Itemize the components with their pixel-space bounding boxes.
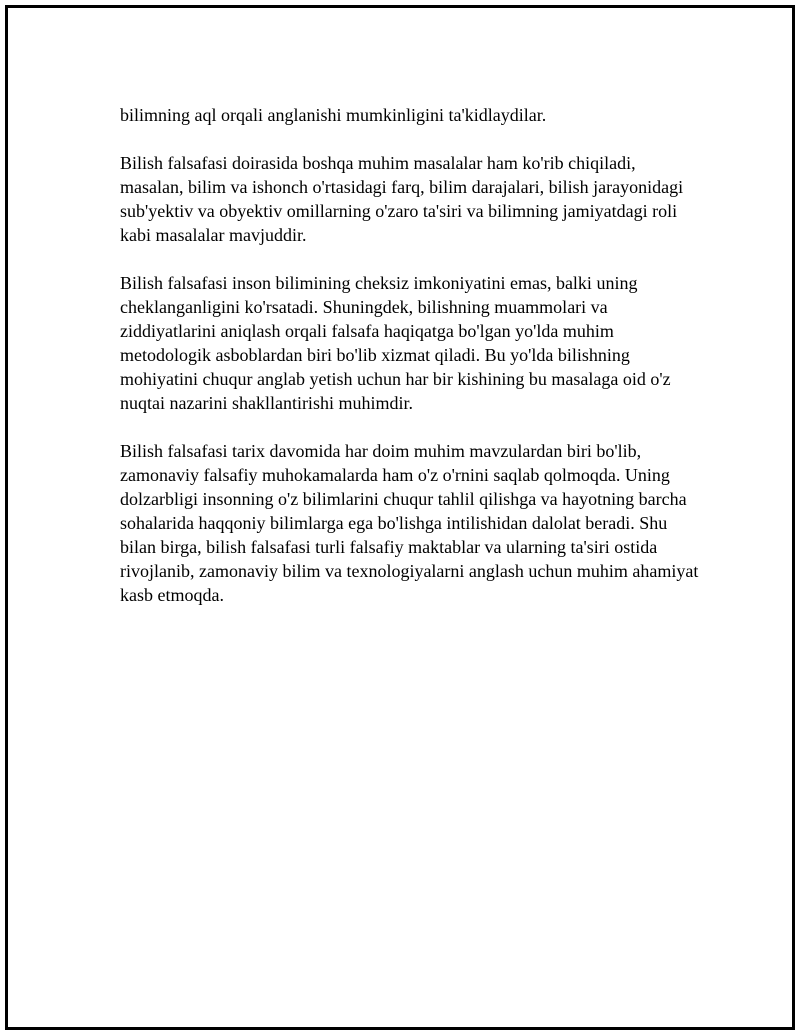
document-page [5, 5, 795, 1030]
paragraph-1: bilimning aql orqali anglanishi mumkinligini ta'kidlaydilar. [120, 105, 547, 125]
paragraph-2: Bilish falsafasi doirasida boshqa muhim masalalar ham ko'rib chiqiladi, masalan, bilim va ishonch o'rtasidagi farq, bilim darajalari, bilish jarayonidagi sub'yektiv va obyektiv omillarning o'zaro ta'siri va bilimning jamiyatdagi roli kabi masalalar mavjuddir. [120, 153, 684, 245]
document-body [120, 103, 700, 631]
paragraph-4: Bilish falsafasi tarix davomida har doim muhim mavzulardan biri bo'lib, zamonaviy falsafiy muhokamalarda ham o'z o'rnini saqlab qolmoqda. Uning dolzarbligi insonning o'z bilimlarini chuqur tahlil qilishga va hayotning barcha sohalarida haqqoniy bilimlarga ega bo'lishga intilishidan dalolat beradi. Shu bilan birga, bilish falsafasi turli falsafiy maktablar va ularning ta'siri ostida rivojlanib, zamonaviy bilim va texnologiyalarni anglash uchun muhim ahamiyat kasb etmoqda. [120, 441, 699, 605]
paragraph-3: Bilish falsafasi inson bilimining cheksiz imkoniyatini emas, balki uning cheklanganligini ko'rsatadi. Shuningdek, bilishning muammolari va ziddiyatlarini aniqlash orqali falsafa haqiqatga bo'lgan yo'lda muhim metodologik asboblardan biri bo'lib xizmat qiladi. Bu yo'lda bilishning mohiyatini chuqur anglab yetish uchun har bir kishining bu masalaga oid o'z nuqtai nazarini shakllantirishi muhimdir. [120, 273, 671, 413]
